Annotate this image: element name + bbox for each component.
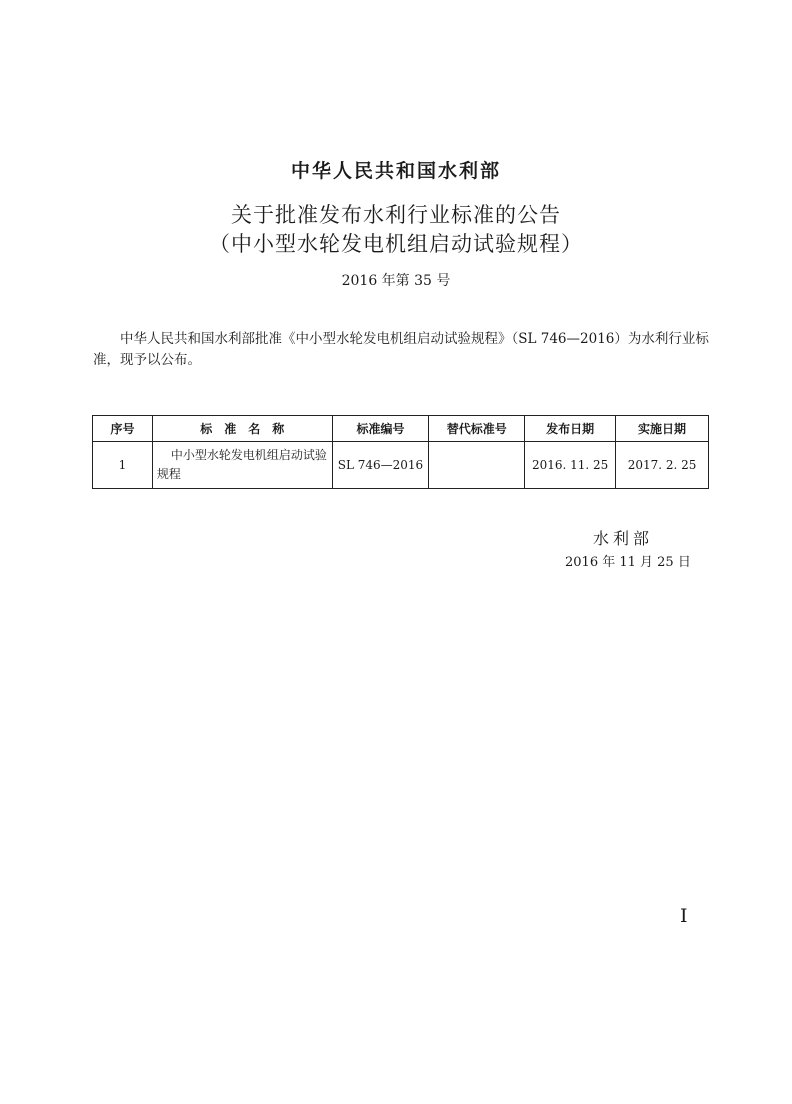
table-header-row	[93, 416, 709, 442]
announcement-body: 中华人民共和国水利部批准《中小型水轮发电机组启动试验规程》（SL 746—2016）为水利行业标准，现予以公布。	[93, 331, 709, 368]
column-header-seq: 序号	[93, 416, 153, 442]
announcement-number: 2016 年第 35 号	[341, 273, 451, 289]
signature-date: 2016 年 11 月 25 日	[565, 555, 691, 570]
column-header-publish-date: 发布日期	[525, 416, 616, 442]
column-header-effective-date: 实施日期	[616, 416, 709, 442]
signature-organization: 水利部	[593, 529, 654, 548]
announcement-subtitle: （中小型水轮发电机组启动试验规程）	[209, 232, 583, 256]
table-row	[93, 442, 709, 489]
cell-effective-date: 2017. 2. 25	[616, 442, 709, 489]
standards-table	[92, 415, 709, 489]
cell-publish-date: 2016. 11. 25	[525, 442, 616, 489]
page-number: I	[680, 905, 688, 927]
ministry-heading: 中华人民共和国水利部	[290, 160, 501, 182]
column-header-name: 标 准 名 称	[152, 416, 332, 442]
column-header-code: 标准编号	[332, 416, 429, 442]
cell-replaces	[429, 442, 525, 489]
announcement-title: 关于批准发布水利行业标准的公告	[231, 203, 561, 227]
cell-standard-name: 中小型水轮发电机组启动试验规程	[152, 442, 332, 489]
column-header-replaces: 替代标准号	[429, 416, 525, 442]
cell-seq: 1	[93, 442, 153, 489]
cell-standard-code: SL 746—2016	[332, 442, 429, 489]
